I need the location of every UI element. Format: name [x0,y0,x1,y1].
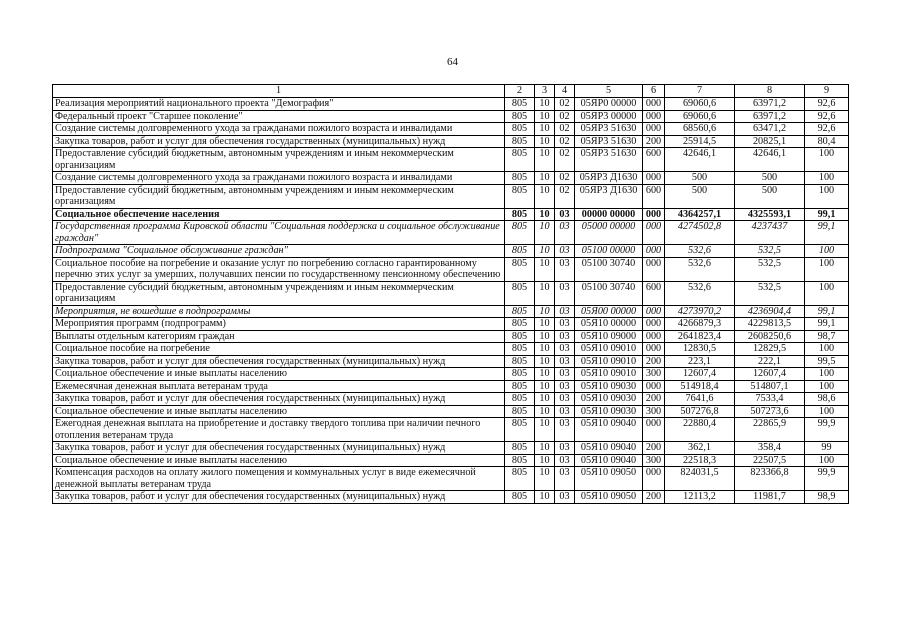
cell-execution-percent: 100 [805,245,849,258]
cell-section-code: 10 [535,208,555,221]
cell-section-code: 10 [535,98,555,111]
cell-ministry-code: 805 [505,221,535,245]
cell-planned-amount: 12830,5 [665,343,735,356]
cell-subsection-code: 03 [555,368,575,381]
table-row [53,245,849,258]
cell-target-article-code: 05ЯР3 Д1630 [575,184,643,208]
cell-planned-amount: 500 [665,172,735,185]
cell-execution-percent: 99,9 [805,418,849,442]
cell-ministry-code: 805 [505,257,535,281]
cell-executed-amount: 500 [735,172,805,185]
cell-section-code: 10 [535,343,555,356]
cell-executed-amount: 63971,2 [735,110,805,123]
cell-ministry-code: 805 [505,208,535,221]
cell-section-code: 10 [535,281,555,305]
cell-ministry-code: 805 [505,110,535,123]
cell-expense-type-code: 000 [643,257,665,281]
cell-expense-type-code: 600 [643,184,665,208]
cell-execution-percent: 99 [805,442,849,455]
cell-section-code: 10 [535,467,555,491]
cell-ministry-code: 805 [505,368,535,381]
cell-executed-amount: 4325593,1 [735,208,805,221]
cell-item-name: Предоставление субсидий бюджетным, автономным учреждениям и иным некоммерческим организациям [53,184,505,208]
page-number: 64 [447,56,458,68]
table-row [53,98,849,111]
cell-planned-amount: 25914,5 [665,135,735,148]
cell-executed-amount: 63471,2 [735,123,805,136]
cell-item-name: Подпрограмма "Социальное обслуживание граждан" [53,245,505,258]
cell-subsection-code: 02 [555,184,575,208]
cell-target-article-code: 05ЯР3 51630 [575,148,643,172]
cell-item-name: Выплаты отдельным категориям граждан [53,330,505,343]
cell-item-name: Ежегодная денежная выплата на приобретение и доставку твердого топлива при наличии печного отопления ветеранам труда [53,418,505,442]
cell-planned-amount: 69060,6 [665,98,735,111]
cell-item-name: Закупка товаров, работ и услуг для обеспечения государственных (муниципальных) нужд [53,442,505,455]
cell-expense-type-code: 200 [643,393,665,406]
cell-ministry-code: 805 [505,442,535,455]
cell-execution-percent: 99,1 [805,208,849,221]
cell-ministry-code: 805 [505,380,535,393]
cell-execution-percent: 80,4 [805,135,849,148]
cell-planned-amount: 22880,4 [665,418,735,442]
cell-executed-amount: 532,5 [735,245,805,258]
cell-expense-type-code: 300 [643,405,665,418]
cell-section-code: 10 [535,355,555,368]
cell-execution-percent: 99,1 [805,318,849,331]
cell-executed-amount: 11981,7 [735,491,805,504]
cell-section-code: 10 [535,148,555,172]
cell-item-name: Социальное обеспечение и иные выплаты населению [53,368,505,381]
cell-section-code: 10 [535,305,555,318]
cell-subsection-code: 02 [555,123,575,136]
cell-execution-percent: 98,7 [805,330,849,343]
cell-section-code: 10 [535,393,555,406]
cell-target-article-code: 05ЯР3 Д1630 [575,172,643,185]
column-header-2: 2 [505,85,535,98]
cell-target-article-code: 05Я10 09040 [575,418,643,442]
cell-expense-type-code: 600 [643,148,665,172]
cell-item-name: Закупка товаров, работ и услуг для обеспечения государственных (муниципальных) нужд [53,355,505,368]
cell-subsection-code: 03 [555,380,575,393]
cell-item-name: Предоставление субсидий бюджетным, автономным учреждениям и иным некоммерческим организациям [53,281,505,305]
cell-expense-type-code: 000 [643,318,665,331]
cell-planned-amount: 4273970,2 [665,305,735,318]
cell-planned-amount: 500 [665,184,735,208]
cell-section-code: 10 [535,491,555,504]
table-row [53,467,849,491]
column-header-4: 4 [555,85,575,98]
cell-planned-amount: 514918,4 [665,380,735,393]
cell-expense-type-code: 200 [643,442,665,455]
column-header-7: 7 [665,85,735,98]
cell-subsection-code: 03 [555,454,575,467]
cell-target-article-code: 05100 30740 [575,281,643,305]
cell-expense-type-code: 200 [643,491,665,504]
cell-expense-type-code: 200 [643,355,665,368]
cell-planned-amount: 4364257,1 [665,208,735,221]
cell-executed-amount: 63971,2 [735,98,805,111]
cell-executed-amount: 4229813,5 [735,318,805,331]
cell-subsection-code: 02 [555,98,575,111]
cell-item-name: Мероприятия, не вошедшие в подпрограммы [53,305,505,318]
cell-execution-percent: 92,6 [805,98,849,111]
cell-item-name: Ежемесячная денежная выплата ветеранам труда [53,380,505,393]
table-row [53,418,849,442]
cell-target-article-code: 05100 30740 [575,257,643,281]
cell-planned-amount: 4266879,3 [665,318,735,331]
cell-ministry-code: 805 [505,418,535,442]
cell-ministry-code: 805 [505,405,535,418]
cell-expense-type-code: 000 [643,123,665,136]
cell-item-name: Закупка товаров, работ и услуг для обеспечения государственных (муниципальных) нужд [53,393,505,406]
cell-target-article-code: 05Я10 09010 [575,355,643,368]
cell-execution-percent: 98,9 [805,491,849,504]
table-row [53,221,849,245]
cell-ministry-code: 805 [505,305,535,318]
table-row [53,491,849,504]
cell-subsection-code: 02 [555,148,575,172]
cell-section-code: 10 [535,245,555,258]
cell-executed-amount: 12829,5 [735,343,805,356]
table-row [53,172,849,185]
column-header-1: 1 [53,85,505,98]
cell-target-article-code: 00000 00000 [575,208,643,221]
cell-section-code: 10 [535,318,555,331]
cell-expense-type-code: 000 [643,380,665,393]
cell-item-name: Федеральный проект "Старшее поколение" [53,110,505,123]
cell-target-article-code: 05Я10 09050 [575,467,643,491]
table-row [53,208,849,221]
cell-execution-percent: 99,1 [805,221,849,245]
cell-item-name: Создание системы долговременного ухода за гражданами пожилого возраста и инвалидами [53,172,505,185]
cell-section-code: 10 [535,330,555,343]
cell-planned-amount: 4274502,8 [665,221,735,245]
column-header-8: 8 [735,85,805,98]
cell-ministry-code: 805 [505,318,535,331]
cell-execution-percent: 100 [805,405,849,418]
cell-ministry-code: 805 [505,245,535,258]
cell-target-article-code: 05000 00000 [575,221,643,245]
cell-target-article-code: 05Я00 00000 [575,305,643,318]
cell-section-code: 10 [535,418,555,442]
cell-expense-type-code: 300 [643,454,665,467]
cell-executed-amount: 358,4 [735,442,805,455]
cell-target-article-code: 05Я10 09010 [575,368,643,381]
cell-section-code: 10 [535,380,555,393]
cell-item-name: Социальное обеспечение населения [53,208,505,221]
cell-subsection-code: 02 [555,135,575,148]
cell-subsection-code: 03 [555,405,575,418]
cell-target-article-code: 05Я10 09050 [575,491,643,504]
cell-subsection-code: 03 [555,393,575,406]
cell-target-article-code: 05Я10 09030 [575,380,643,393]
cell-executed-amount: 823366,8 [735,467,805,491]
cell-expense-type-code: 000 [643,245,665,258]
cell-ministry-code: 805 [505,98,535,111]
cell-subsection-code: 03 [555,305,575,318]
cell-planned-amount: 824031,5 [665,467,735,491]
table-row [53,257,849,281]
cell-ministry-code: 805 [505,135,535,148]
column-header-9: 9 [805,85,849,98]
cell-ministry-code: 805 [505,281,535,305]
cell-execution-percent: 92,6 [805,110,849,123]
cell-execution-percent: 99,1 [805,305,849,318]
cell-expense-type-code: 000 [643,467,665,491]
table-row [53,184,849,208]
cell-ministry-code: 805 [505,355,535,368]
table-row [53,442,849,455]
table-row [53,148,849,172]
cell-planned-amount: 223,1 [665,355,735,368]
table-row [53,405,849,418]
cell-ministry-code: 805 [505,123,535,136]
cell-target-article-code: 05100 00000 [575,245,643,258]
cell-executed-amount: 20825,1 [735,135,805,148]
cell-executed-amount: 2608250,6 [735,330,805,343]
cell-execution-percent: 100 [805,368,849,381]
cell-item-name: Создание системы долговременного ухода за гражданами пожилого возраста и инвалидами [53,123,505,136]
table-row [53,281,849,305]
cell-expense-type-code: 000 [643,305,665,318]
cell-subsection-code: 03 [555,467,575,491]
table-row [53,305,849,318]
cell-item-name: Предоставление субсидий бюджетным, автономным учреждениям и иным некоммерческим организациям [53,148,505,172]
cell-item-name: Компенсация расходов на оплату жилого помещения и коммунальных услуг в виде ежемесячной денежной выплаты ветеранам труда [53,467,505,491]
cell-item-name: Социальное пособие на погребение и оказание услуг по погребению согласно гарантированному перечню этих услуг за умерших, получавших пенсии по государственному пенсионному обеспечению [53,257,505,281]
cell-executed-amount: 22507,5 [735,454,805,467]
table-row [53,355,849,368]
cell-item-name: Социальное пособие на погребение [53,343,505,356]
cell-ministry-code: 805 [505,172,535,185]
cell-executed-amount: 22865,9 [735,418,805,442]
cell-subsection-code: 03 [555,442,575,455]
cell-section-code: 10 [535,442,555,455]
cell-subsection-code: 03 [555,318,575,331]
cell-item-name: Реализация мероприятий национального проекта "Демография" [53,98,505,111]
cell-execution-percent: 92,6 [805,123,849,136]
cell-item-name: Социальное обеспечение и иные выплаты населению [53,405,505,418]
cell-planned-amount: 22518,3 [665,454,735,467]
cell-execution-percent: 100 [805,257,849,281]
cell-target-article-code: 05Я10 09030 [575,405,643,418]
table-row [53,135,849,148]
cell-subsection-code: 03 [555,330,575,343]
cell-planned-amount: 532,6 [665,257,735,281]
cell-expense-type-code: 000 [643,418,665,442]
column-header-5: 5 [575,85,643,98]
cell-execution-percent: 99,9 [805,467,849,491]
cell-subsection-code: 03 [555,491,575,504]
cell-executed-amount: 42646,1 [735,148,805,172]
table-row [53,110,849,123]
cell-planned-amount: 362,1 [665,442,735,455]
cell-subsection-code: 03 [555,281,575,305]
table-row [53,123,849,136]
cell-subsection-code: 03 [555,221,575,245]
cell-target-article-code: 05Я10 09040 [575,454,643,467]
cell-executed-amount: 12607,4 [735,368,805,381]
cell-execution-percent: 99,5 [805,355,849,368]
table-row [53,318,849,331]
cell-executed-amount: 500 [735,184,805,208]
cell-target-article-code: 05Я10 09040 [575,442,643,455]
table-header-row [53,85,849,98]
cell-expense-type-code: 200 [643,135,665,148]
column-header-6: 6 [643,85,665,98]
cell-planned-amount: 532,6 [665,245,735,258]
table-row [53,454,849,467]
cell-target-article-code: 05Я10 00000 [575,318,643,331]
cell-expense-type-code: 000 [643,208,665,221]
cell-section-code: 10 [535,135,555,148]
cell-target-article-code: 05Я10 09030 [575,393,643,406]
cell-section-code: 10 [535,123,555,136]
cell-item-name: Мероприятия программ (подпрограмм) [53,318,505,331]
table-row [53,343,849,356]
cell-planned-amount: 507276,8 [665,405,735,418]
cell-expense-type-code: 000 [643,98,665,111]
cell-planned-amount: 42646,1 [665,148,735,172]
cell-subsection-code: 03 [555,245,575,258]
cell-executed-amount: 4237437 [735,221,805,245]
cell-executed-amount: 4236904,4 [735,305,805,318]
cell-section-code: 10 [535,257,555,281]
cell-planned-amount: 12113,2 [665,491,735,504]
cell-executed-amount: 507273,6 [735,405,805,418]
cell-expense-type-code: 300 [643,368,665,381]
cell-ministry-code: 805 [505,184,535,208]
cell-execution-percent: 100 [805,281,849,305]
cell-section-code: 10 [535,405,555,418]
cell-planned-amount: 7641,6 [665,393,735,406]
cell-section-code: 10 [535,110,555,123]
cell-subsection-code: 02 [555,110,575,123]
cell-ministry-code: 805 [505,454,535,467]
table-body [53,98,849,504]
cell-execution-percent: 100 [805,172,849,185]
cell-item-name: Закупка товаров, работ и услуг для обеспечения государственных (муниципальных) нужд [53,135,505,148]
column-header-3: 3 [535,85,555,98]
cell-subsection-code: 03 [555,343,575,356]
cell-expense-type-code: 000 [643,221,665,245]
cell-executed-amount: 532,5 [735,257,805,281]
cell-execution-percent: 100 [805,454,849,467]
cell-execution-percent: 98,6 [805,393,849,406]
cell-target-article-code: 05ЯР3 51630 [575,123,643,136]
cell-planned-amount: 12607,4 [665,368,735,381]
cell-ministry-code: 805 [505,148,535,172]
cell-target-article-code: 05Я10 09000 [575,330,643,343]
cell-target-article-code: 05Я10 09010 [575,343,643,356]
table-row [53,368,849,381]
cell-subsection-code: 03 [555,355,575,368]
cell-section-code: 10 [535,184,555,208]
cell-executed-amount: 222,1 [735,355,805,368]
cell-subsection-code: 02 [555,172,575,185]
cell-executed-amount: 514807,1 [735,380,805,393]
cell-planned-amount: 2641823,4 [665,330,735,343]
cell-execution-percent: 100 [805,148,849,172]
cell-expense-type-code: 000 [643,343,665,356]
cell-execution-percent: 100 [805,380,849,393]
table-row [53,330,849,343]
cell-execution-percent: 100 [805,343,849,356]
cell-subsection-code: 03 [555,208,575,221]
cell-expense-type-code: 600 [643,281,665,305]
cell-section-code: 10 [535,172,555,185]
cell-item-name: Государственная программа Кировской области "Социальная поддержка и социальное обслуживание граждан" [53,221,505,245]
budget-table [52,84,849,504]
cell-ministry-code: 805 [505,393,535,406]
cell-planned-amount: 68560,6 [665,123,735,136]
cell-section-code: 10 [535,454,555,467]
cell-planned-amount: 69060,6 [665,110,735,123]
cell-subsection-code: 03 [555,257,575,281]
table-row [53,393,849,406]
cell-section-code: 10 [535,368,555,381]
cell-subsection-code: 03 [555,418,575,442]
cell-planned-amount: 532,6 [665,281,735,305]
table-row [53,380,849,393]
cell-target-article-code: 05ЯР3 51630 [575,135,643,148]
cell-ministry-code: 805 [505,343,535,356]
cell-section-code: 10 [535,221,555,245]
cell-ministry-code: 805 [505,330,535,343]
cell-expense-type-code: 000 [643,110,665,123]
cell-item-name: Закупка товаров, работ и услуг для обеспечения государственных (муниципальных) нужд [53,491,505,504]
cell-ministry-code: 805 [505,467,535,491]
cell-expense-type-code: 000 [643,330,665,343]
cell-expense-type-code: 000 [643,172,665,185]
cell-executed-amount: 532,5 [735,281,805,305]
cell-item-name: Социальное обеспечение и иные выплаты населению [53,454,505,467]
cell-ministry-code: 805 [505,491,535,504]
cell-target-article-code: 05ЯР3 00000 [575,110,643,123]
cell-executed-amount: 7533,4 [735,393,805,406]
cell-execution-percent: 100 [805,184,849,208]
cell-target-article-code: 05ЯР0 00000 [575,98,643,111]
